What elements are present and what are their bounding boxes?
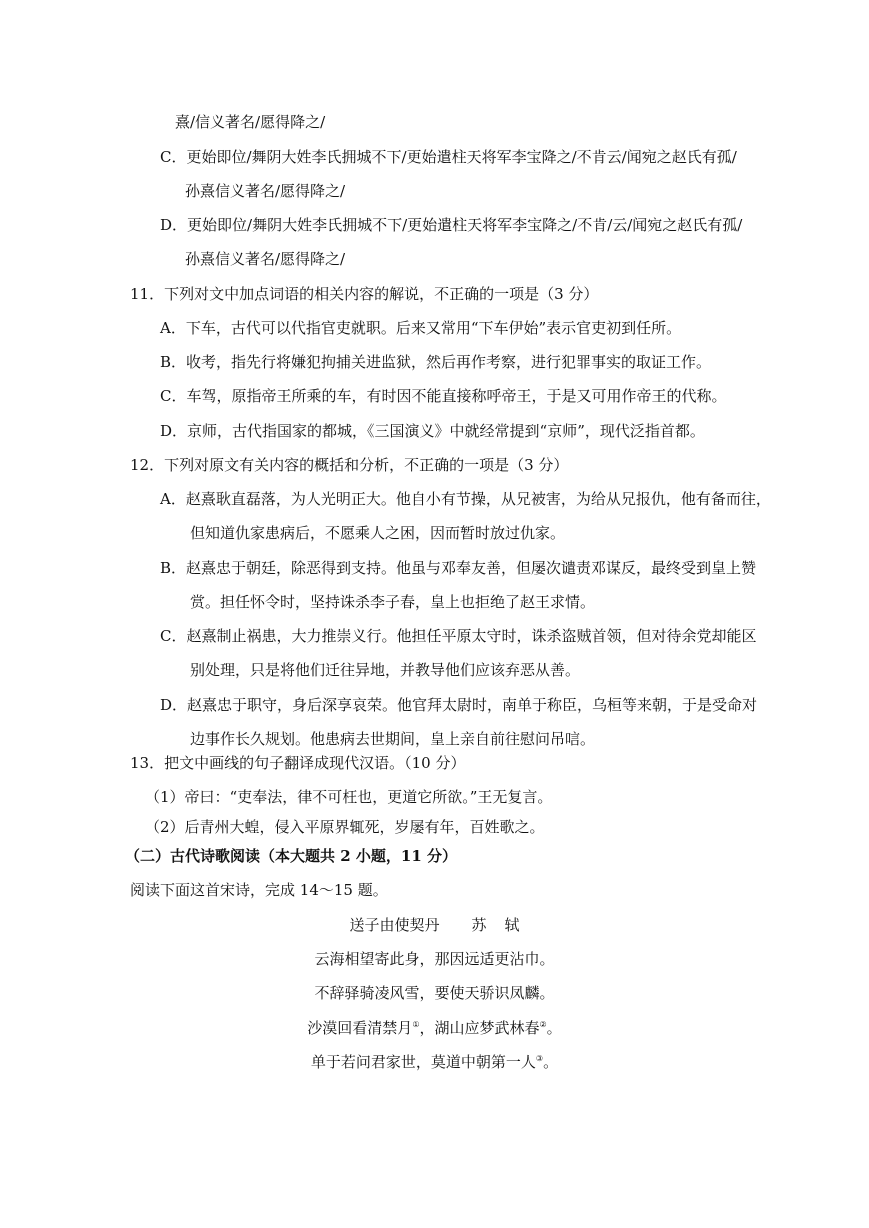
q12-stem: 12．下列对原文有关内容的概括和分析，不正确的一项是（3 分）: [130, 456, 569, 474]
q11-option-c: C．车驾，原指帝王所乘的车，有时因不能直接称呼帝王，于是又可用作帝王的代称。: [160, 387, 727, 405]
q11-option-b: B．收考，指先行将嫌犯拘捕关进监狱，然后再作考察，进行犯罪事实的取证工作。: [160, 353, 712, 371]
q12-option-d-line1: D．赵熹忠于职守，身后深享哀荣。他官拜太尉时，南单于称臣，乌桓等来朝，于是受命对: [160, 696, 758, 714]
footnote-mark-1: ①: [412, 1020, 420, 1029]
poem-line-3-part-a: 沙漠回看清禁月: [307, 1019, 413, 1037]
section-intro: 阅读下面这首宋诗，完成 14～15 题。: [130, 881, 388, 899]
poem-line-3: [0, 1018, 869, 1038]
poem-title-line: [0, 915, 869, 935]
q11-option-a: A．下车，古代可以代指官吏就职。后来又常用“下车伊始”表示官吏初到任所。: [160, 319, 682, 337]
q12-option-c-line1: C．赵熹制止祸患，大力推崇义行。他担任平原太守时，诛杀盗贼首领，但对待余党却能区: [160, 627, 757, 645]
poem-line-4-end: 。: [543, 1053, 559, 1071]
q12-option-c-line2: 别处理，只是将他们迁往异地，并教导他们应该弃恶从善。: [190, 661, 581, 679]
poem-line-3-end: 。: [546, 1019, 562, 1037]
q13-sentence-1: （1）帝曰：“吏奉法，律不可枉也，更道它所欲。”王无复言。: [145, 788, 553, 806]
q13-sentence-2: （2）后青州大蝗，侵入平原界辄死，岁屡有年，百姓歌之。: [145, 818, 545, 836]
poem-line-1: 云海相望寄此身，那因远适更沾巾。: [314, 950, 555, 968]
q11-option-d: D．京师，古代指国家的都城，《三国演义》中就经常提到“京师”，现代泛指首都。: [160, 422, 705, 440]
poem-line-4: [0, 1052, 869, 1072]
q11-stem: 11．下列对文中加点词语的相关内容的解说，不正确的一项是（3 分）: [130, 285, 599, 303]
poem-line-3-part-b: ，湖山应梦武林春: [419, 1019, 540, 1037]
q10-option-d-line1: D．更始即位/舞阴大姓李氏拥城不下/更始遣柱天将军李宝降之/不肯/云/闻宛之赵氏有孤/: [160, 216, 743, 234]
section-heading-ancient-poetry: （二）古代诗歌阅读（本大题共 2 小题，11 分）: [125, 847, 457, 865]
footnote-mark-3: ③: [535, 1054, 544, 1063]
q10-option-c-line2: 孙熹信义著名/愿得降之/: [185, 182, 346, 200]
q12-option-d-line2: 边事作长久规划。他患病去世期间，皇上亲自前往慰问吊唁。: [190, 730, 596, 748]
q12-option-b-line1: B．赵熹忠于朝廷，除恶得到支持。他虽与邓奉友善，但屡次谴责邓谋反，最终受到皇上赞: [160, 559, 757, 577]
q10-option-d-line2: 孙熹信义著名/愿得降之/: [185, 250, 346, 268]
q12-option-a-line1: A．赵熹耿直磊落，为人光明正大。他自小有节操，从兄被害，为给从兄报仇，他有备而往，: [160, 490, 771, 508]
q10-option-b-tail: 熹/信义著名/愿得降之/: [175, 113, 326, 131]
footnote-mark-2: ②: [539, 1020, 547, 1029]
poem-author-second: 轼: [504, 916, 520, 934]
poem-title: 送子由使契丹: [349, 916, 440, 934]
poem-line-4-part-a: 单于若问君家世，莫道中朝第一人: [310, 1053, 536, 1071]
poem-line-2: 不辞驿骑凌风雪，要使天骄识凤麟。: [314, 984, 555, 1002]
q10-option-c-line1: C．更始即位/舞阴大姓李氏拥城不下/更始遣柱天将军李宝降之/不肯云/闻宛之赵氏有孤/: [160, 148, 737, 166]
q13-stem: 13．把文中画线的句子翻译成现代汉语。（10 分）: [130, 754, 466, 772]
q12-option-b-line2: 赏。担任怀令时，坚持诛杀李子春，皇上也拒绝了赵王求情。: [190, 593, 596, 611]
q12-option-a-line2: 但知道仇家患病后，不愿乘人之困，因而暂时放过仇家。: [190, 524, 566, 542]
poem-author-first: 苏: [471, 916, 487, 934]
